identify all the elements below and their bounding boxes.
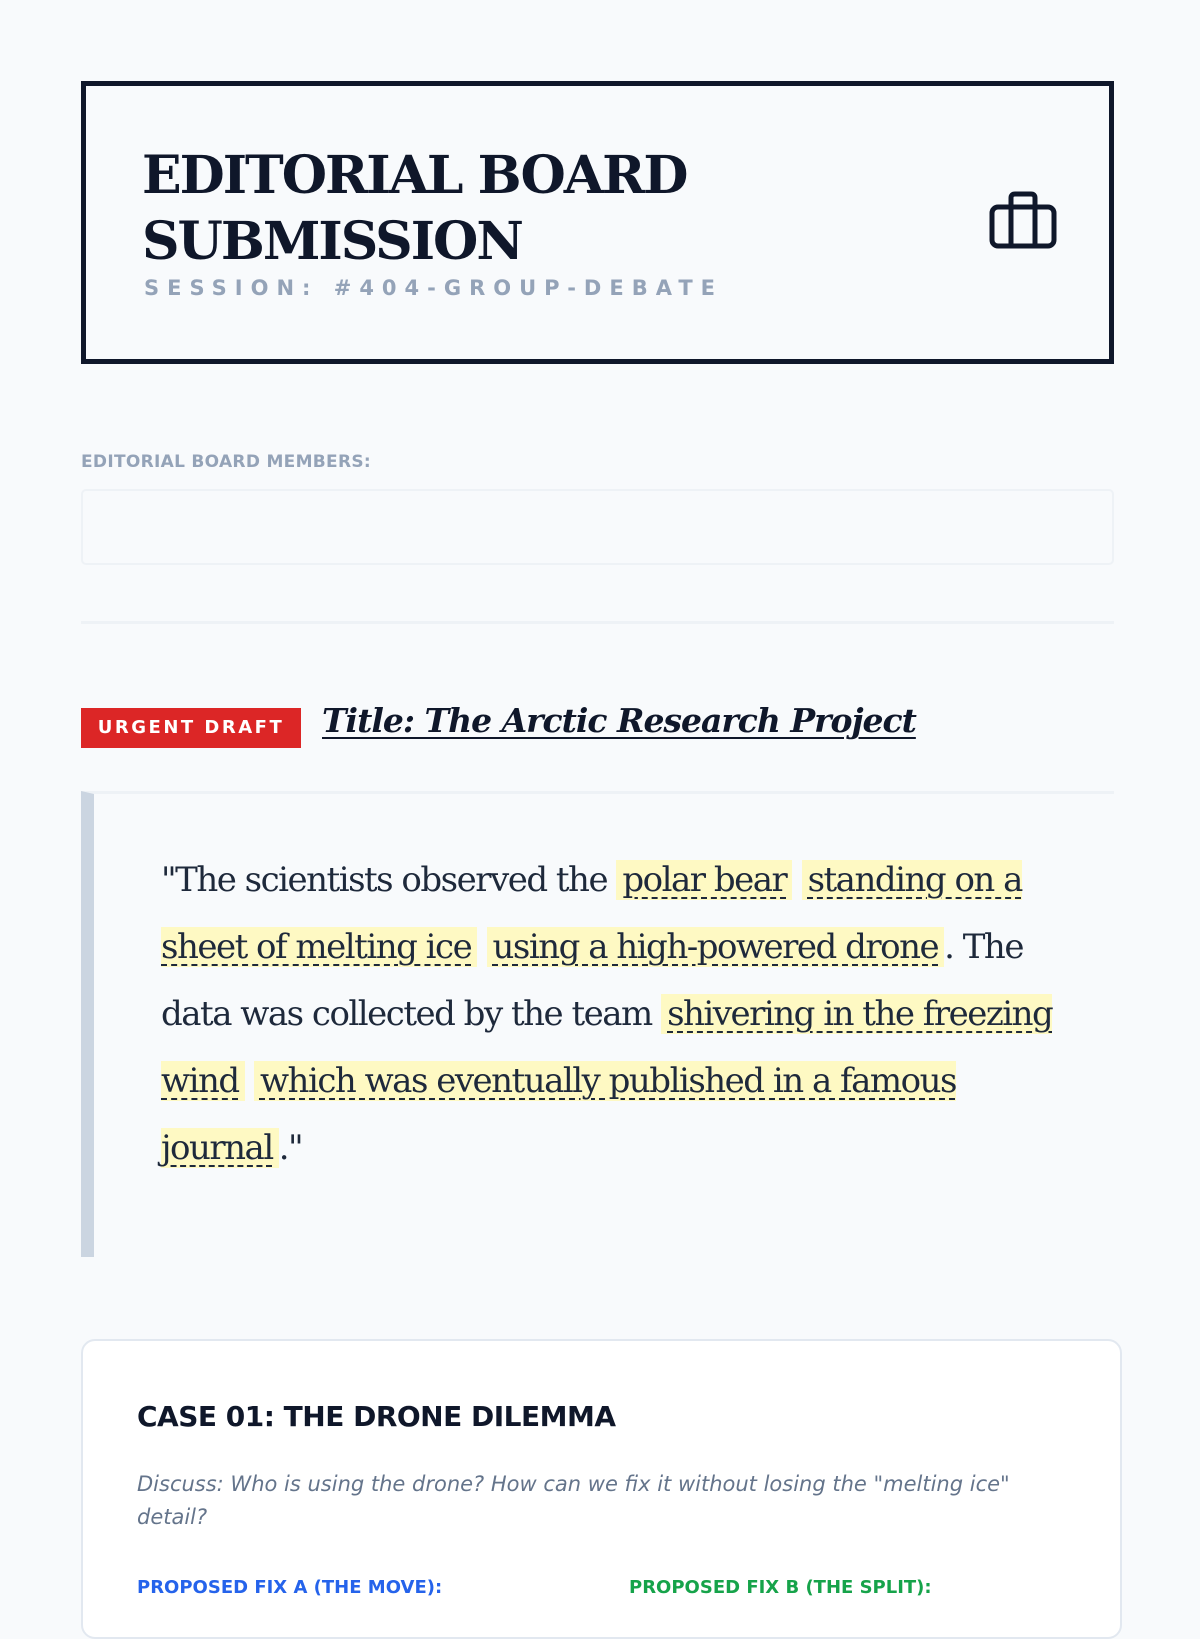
members-label: EDITORIAL BOARD MEMBERS: (81, 452, 371, 472)
proposed-fix-a-label: PROPOSED FIX A (THE MOVE): (137, 1577, 443, 1598)
page-title-line2: SUBMISSION (142, 211, 522, 272)
case-title: CASE 01: THE DRONE DILEMMA (137, 1400, 616, 1433)
page-title (142, 143, 842, 275)
highlighted-phrase[interactable]: polar bear (616, 860, 792, 900)
highlighted-phrase[interactable]: which was eventually published in a famous journal (161, 1061, 956, 1168)
draft-quote (81, 791, 1114, 1257)
draft-title: Title: The Arctic Research Project (322, 701, 916, 740)
submission-header (81, 81, 1114, 364)
quote-text-part: . The data was collected by the team (161, 927, 1023, 1034)
section-divider (81, 621, 1114, 624)
briefcase-icon (989, 190, 1057, 250)
page-title-line1: EDITORIAL BOARD (142, 145, 687, 206)
urgent-draft-badge: URGENT DRAFT (81, 708, 301, 748)
members-input[interactable] (81, 489, 1114, 565)
highlighted-phrase[interactable]: standing on a sheet of melting ice (161, 860, 1022, 967)
quote-text-part: "The scientists observed the (161, 860, 617, 900)
case-discussion-prompt: Discuss: Who is using the drone? How can we fix it without losing the "melting ice" detail? (137, 1472, 1010, 1529)
highlighted-phrase[interactable]: using a high-powered drone (487, 927, 945, 967)
case-card (81, 1339, 1122, 1639)
proposed-fix-b-label: PROPOSED FIX B (THE SPLIT): (629, 1577, 932, 1598)
quote-text-part: ." (278, 1128, 303, 1168)
session-id: SESSION: #404-GROUP-DEBATE (144, 276, 723, 300)
highlighted-phrase[interactable]: shivering in the freezing wind (161, 994, 1053, 1101)
quote-text (161, 847, 1071, 1182)
